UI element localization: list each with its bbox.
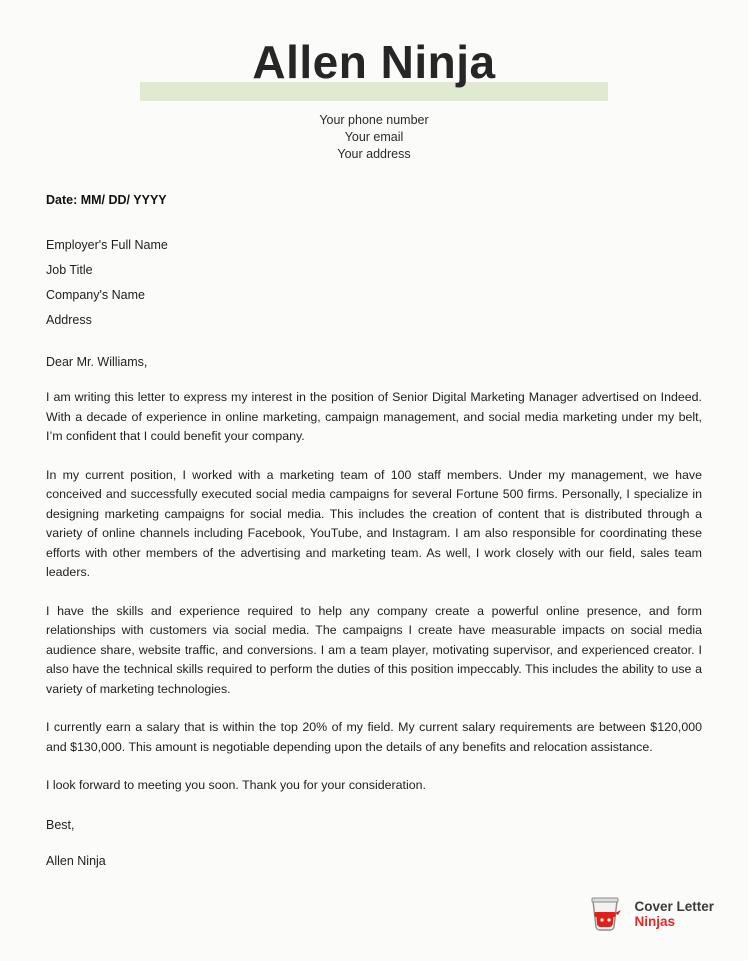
recipient-company: Company's Name — [46, 288, 145, 302]
paragraph: I am writing this letter to express my interest in the position of Senior Digital Marketing Manager advertised on Indeed. With a decade of experience in online marketing, campaign management, and social media marketing under my belt, I’m confident that I could benefit your company. — [46, 390, 702, 443]
brand-logo-text — [634, 899, 714, 929]
letter-body — [0, 193, 748, 868]
paragraph: In my current position, I worked with a marketing team of 100 staff members. Under my management, we have conceived and successfully executed social media campaigns for several Fortune 500 firms. Personally, I specialize in designing marketing campaigns for social media. This includes the creation of content that is distributed through a variety of online channels including Facebook, YouTube, and Instagram. I am also responsible for coordinating these efforts with other members of the advertising and marketing team. As well, I work closely with our field, sales team leaders. — [46, 467, 702, 579]
brand-logo-line2: Ninjas — [634, 914, 675, 929]
paragraph: I look forward to meeting you soon. Thank you for your consideration. — [46, 778, 426, 792]
brand-logo-line1: Cover Letter — [634, 899, 714, 914]
recipient-name: Employer's Full Name — [46, 238, 168, 252]
signature-name: Allen Ninja — [46, 853, 106, 868]
salutation: Dear Mr. Williams, — [46, 355, 148, 369]
contact-block — [0, 112, 748, 163]
contact-phone: Your phone number — [319, 113, 429, 127]
recipient-address: Address — [46, 313, 92, 327]
date-line: Date: MM/ DD/ YYYY — [46, 193, 167, 207]
ninja-cup-icon — [584, 893, 626, 935]
paragraph: I currently earn a salary that is within the top 20% of my field. My current salary requirements are between $120,000 and $130,000. This amount is negotiable depending upon the details of any benefits and relocation assistance. — [46, 720, 702, 754]
contact-address: Your address — [337, 147, 411, 161]
letterhead — [0, 0, 748, 90]
closing: Best, — [46, 817, 75, 832]
paragraph: I have the skills and experience required to help any company create a powerful online presence, and form relationships with customers via social media. The campaigns I create have measurable impacts on social media audience share, website traffic, and conversions. I am a team player, motivating supervisor, and experienced creator. I also have the technical skills required to perform the duties of this position impeccably. This includes the ability to use a variety of marketing technologies. — [46, 603, 702, 696]
page-title: Allen Ninja — [252, 36, 496, 88]
contact-email: Your email — [344, 130, 404, 144]
recipient-job-title: Job Title — [46, 263, 93, 277]
brand-logo — [584, 893, 714, 935]
